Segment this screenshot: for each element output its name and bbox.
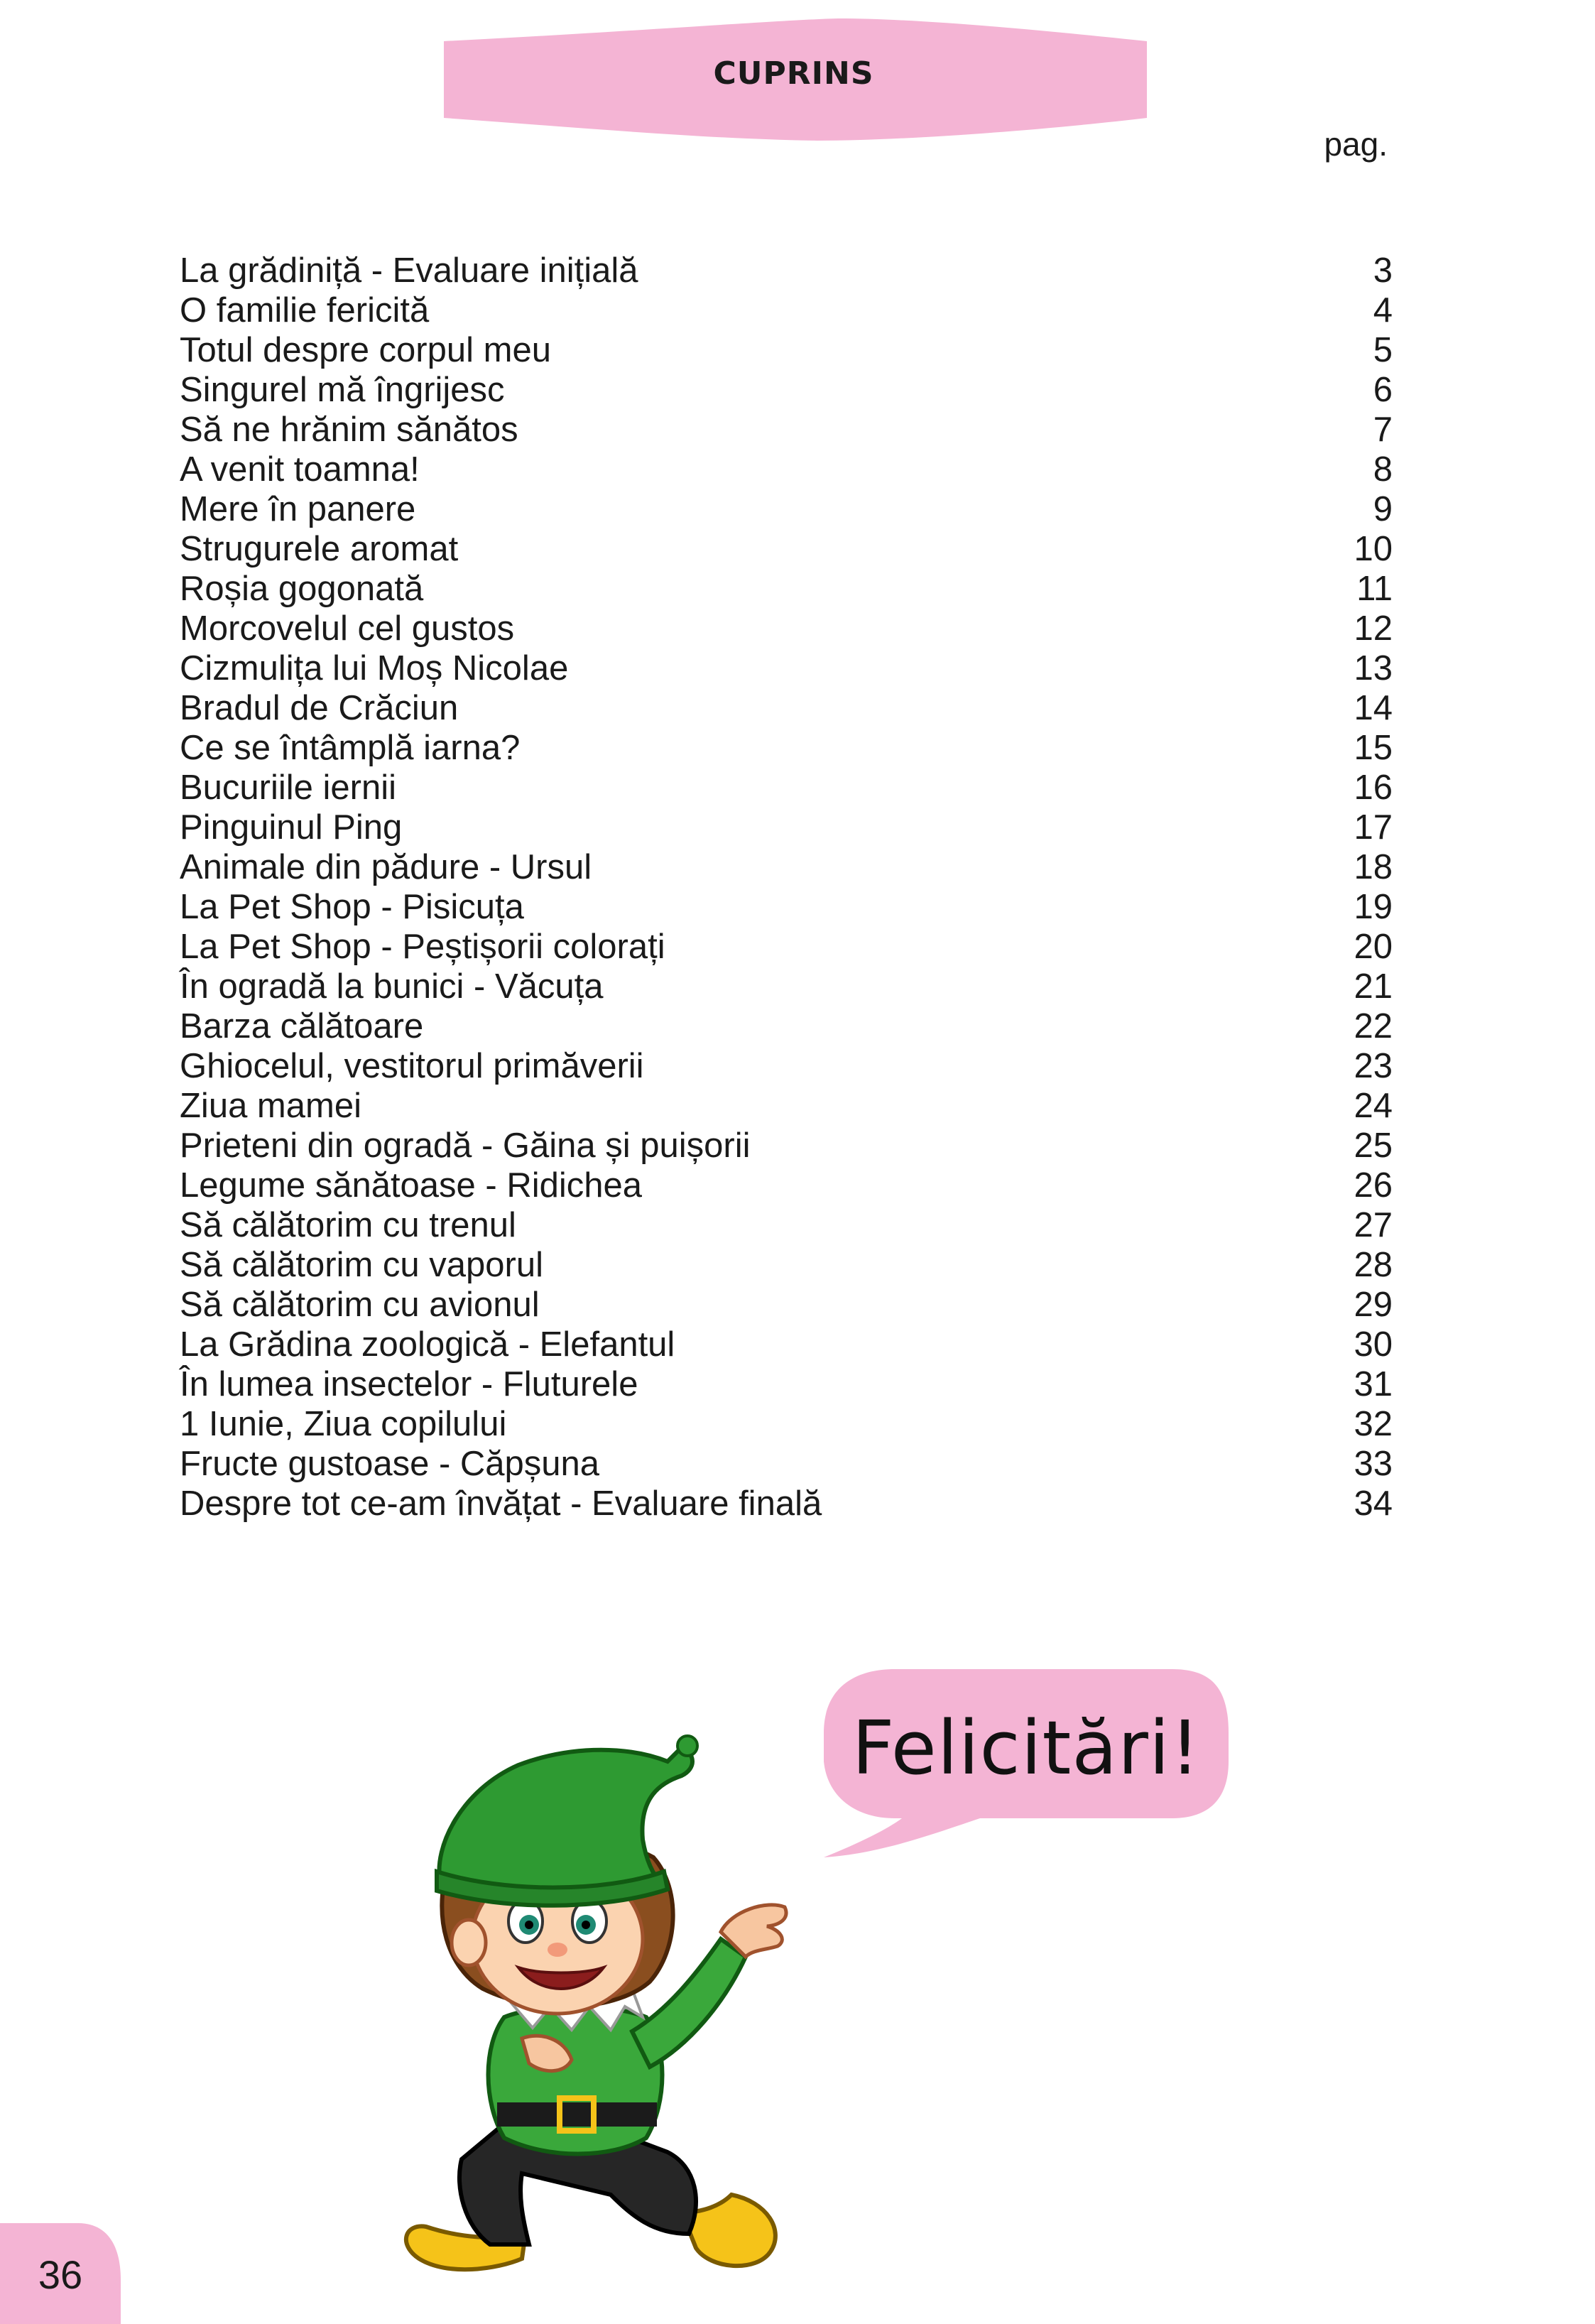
- toc-entry-page: 4: [1373, 291, 1393, 330]
- toc-entry: [180, 768, 1393, 808]
- toc-entry-title: Cizmulița lui Moș Nicolae: [180, 649, 569, 688]
- toc-entry-title: Strugurele aromat: [180, 530, 459, 568]
- toc-entry-title: Animale din pădure - Ursul: [180, 848, 592, 886]
- toc-entry: [180, 1404, 1393, 1444]
- toc-entry: [180, 1484, 1393, 1524]
- toc-entry-page: 14: [1354, 689, 1393, 727]
- toc-entry-title: Să călătorim cu vaporul: [180, 1246, 544, 1284]
- page-number: 36: [38, 2252, 83, 2297]
- toc-entry-title: Totul despre corpul meu: [180, 331, 551, 369]
- toc-entry: [180, 847, 1393, 887]
- toc-entry: [180, 569, 1393, 609]
- toc-entry-page: 12: [1354, 609, 1393, 648]
- toc-entry-title: Legume sănătoase - Ridichea: [180, 1166, 643, 1205]
- toc-entry-title: Barza călătoare: [180, 1007, 424, 1046]
- toc-entry: [180, 450, 1393, 489]
- toc-entry: [180, 728, 1393, 768]
- page-title: CUPRINS: [713, 55, 874, 92]
- toc-entry-title: La Grădina zoologică - Elefantul: [180, 1325, 675, 1364]
- toc-entry-page: 7: [1373, 411, 1393, 449]
- toc-entry-page: 24: [1354, 1087, 1393, 1125]
- toc-entry-page: 20: [1354, 928, 1393, 966]
- toc-entry: [180, 1325, 1393, 1364]
- speech-bubble-text: Felicitări!: [851, 1705, 1201, 1791]
- toc-entry: [180, 887, 1393, 927]
- toc-entry-title: În lumea insectelor - Fluturele: [180, 1365, 638, 1403]
- toc-entry: [180, 1245, 1393, 1285]
- toc-entry: [180, 489, 1393, 529]
- toc-entry: [180, 1046, 1393, 1086]
- toc-entry: [180, 688, 1393, 728]
- toc-entry-title: Să călătorim cu trenul: [180, 1206, 516, 1244]
- toc-entry-page: 17: [1354, 808, 1393, 847]
- toc-entry-title: O familie fericită: [180, 291, 430, 330]
- toc-entry-title: Bucuriile iernii: [180, 769, 397, 807]
- toc-entry-title: Singurel mă îngrijesc: [180, 371, 505, 409]
- toc-entry-page: 25: [1354, 1126, 1393, 1165]
- toc-entry-page: 10: [1354, 530, 1393, 568]
- toc-entry: [180, 967, 1393, 1006]
- toc-entry-title: Roșia gogonată: [180, 570, 424, 608]
- toc-entry-title: Fructe gustoase - Căpșuna: [180, 1445, 600, 1483]
- toc-entry-page: 16: [1354, 769, 1393, 807]
- toc-entry-page: 28: [1354, 1246, 1393, 1284]
- toc-entry: [180, 290, 1393, 330]
- toc-entry-page: 5: [1373, 331, 1393, 369]
- elf-illustration: [398, 1705, 795, 2301]
- toc-entry-page: 31: [1354, 1365, 1393, 1403]
- toc-entry-title: Morcovelul cel gustos: [180, 609, 515, 648]
- toc-entry: [180, 251, 1393, 290]
- toc-entry-title: Despre tot ce-am învățat - Evaluare finală: [180, 1484, 822, 1523]
- toc-entry: [180, 1006, 1393, 1046]
- toc-entry: [180, 1444, 1393, 1484]
- toc-entry: [180, 529, 1393, 569]
- toc-entry-title: Ce se întâmplă iarna?: [180, 729, 521, 767]
- toc-entry-page: 27: [1354, 1206, 1393, 1244]
- toc-entry-title: Mere în panere: [180, 490, 416, 528]
- toc-entry: [180, 370, 1393, 410]
- toc-entry: [180, 927, 1393, 967]
- toc-entry-title: În ogradă la bunici - Văcuța: [180, 967, 604, 1006]
- toc-entry-title: La Pet Shop - Peștișorii colorați: [180, 928, 665, 966]
- page-column-label: pag.: [1324, 126, 1388, 163]
- toc-entry: [180, 1126, 1393, 1166]
- toc-entry-title: 1 Iunie, Ziua copilului: [180, 1405, 507, 1443]
- toc-entry: [180, 609, 1393, 648]
- toc-entry: [180, 1205, 1393, 1245]
- toc-entry-title: Pinguinul Ping: [180, 808, 403, 847]
- toc-entry-page: 8: [1373, 450, 1393, 489]
- toc-entry-page: 18: [1354, 848, 1393, 886]
- table-of-contents: [180, 251, 1393, 1524]
- toc-entry-page: 11: [1356, 570, 1393, 608]
- toc-entry-page: 19: [1354, 888, 1393, 926]
- toc-entry-title: La Pet Shop - Pisicuța: [180, 888, 524, 926]
- toc-entry: [180, 1364, 1393, 1404]
- toc-entry-page: 32: [1354, 1405, 1393, 1443]
- toc-entry: [180, 410, 1393, 450]
- toc-entry-page: 15: [1354, 729, 1393, 767]
- toc-entry-title: Ghiocelul, vestitorul primăverii: [180, 1047, 644, 1085]
- toc-entry-page: 9: [1373, 490, 1393, 528]
- toc-entry: [180, 648, 1393, 688]
- toc-entry-title: Prieteni din ogradă - Găina și puișorii: [180, 1126, 751, 1165]
- toc-entry: [180, 1285, 1393, 1325]
- toc-entry-page: 3: [1373, 251, 1393, 290]
- toc-entry-page: 33: [1354, 1445, 1393, 1483]
- toc-entry-page: 21: [1354, 967, 1393, 1006]
- toc-entry-page: 30: [1354, 1325, 1393, 1364]
- toc-entry: [180, 808, 1393, 847]
- toc-entry-title: Bradul de Crăciun: [180, 689, 459, 727]
- toc-entry-page: 22: [1354, 1007, 1393, 1046]
- toc-entry-page: 34: [1354, 1484, 1393, 1523]
- toc-entry-title: Să ne hrănim sănătos: [180, 411, 518, 449]
- toc-entry-page: 26: [1354, 1166, 1393, 1205]
- toc-entry-page: 6: [1373, 371, 1393, 409]
- toc-entry-page: 13: [1354, 649, 1393, 688]
- toc-entry-page: 23: [1354, 1047, 1393, 1085]
- toc-entry: [180, 330, 1393, 370]
- toc-entry-page: 29: [1354, 1286, 1393, 1324]
- toc-entry-title: Ziua mamei: [180, 1087, 361, 1125]
- toc-entry: [180, 1166, 1393, 1205]
- toc-entry: [180, 1086, 1393, 1126]
- toc-entry-title: La grădiniță - Evaluare inițială: [180, 251, 638, 290]
- toc-entry-title: A venit toamna!: [180, 450, 420, 489]
- toc-entry-title: Să călătorim cu avionul: [180, 1286, 540, 1324]
